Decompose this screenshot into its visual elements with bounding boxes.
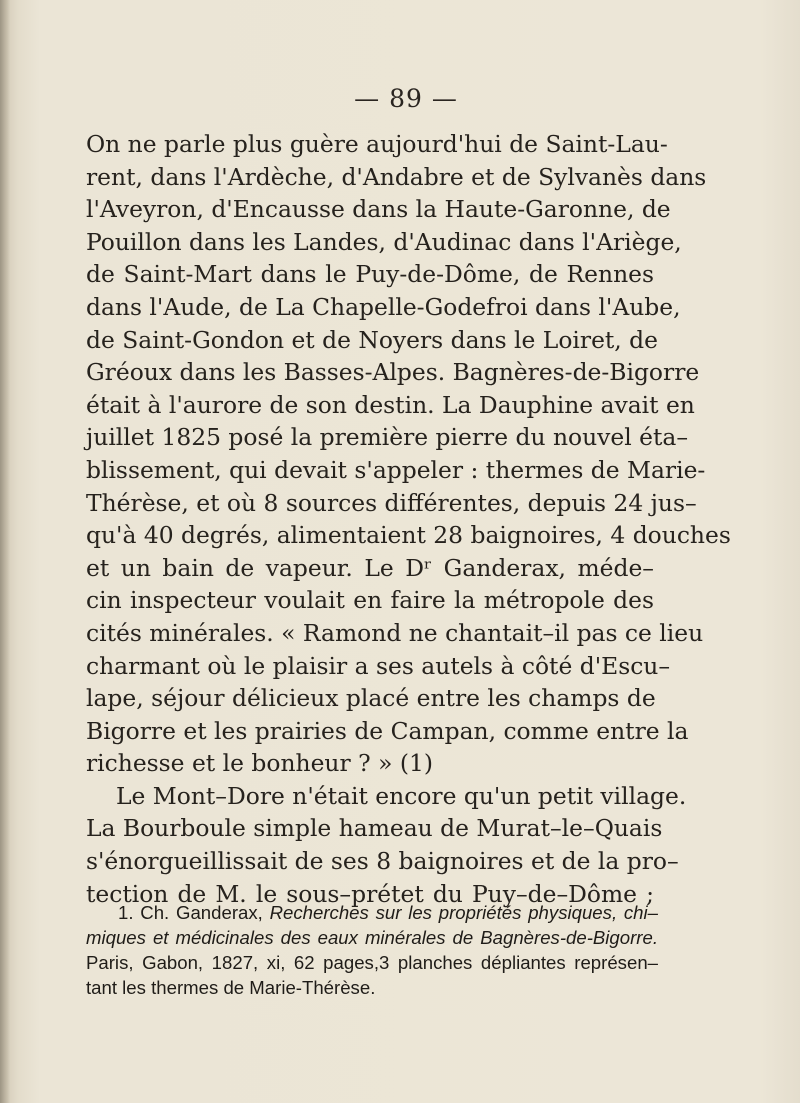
- text-line: était à l'aurore de son destin. La Dauphine avait en: [86, 390, 695, 419]
- text-line: juillet 1825 posé la première pierre du nouvel éta–: [86, 423, 689, 452]
- text-line: Le Mont–Dore n'était encore qu'un petit village.: [116, 781, 687, 810]
- text-line: qu'à 40 degrés, alimentaient 28 baignoires, 4 douches: [86, 521, 731, 550]
- text-line: La Bourboule simple hameau de Murat–le–Quais: [86, 814, 663, 843]
- footnote-line: Paris, Gabon, 1827, xi, 62 pages,3 planches dépliantes représen–: [86, 952, 658, 973]
- text-line: tection de M. le sous–prétet du Puy–de–Dôme ;: [86, 879, 654, 908]
- footnote-title: Recherches sur les propriétés physiques, chi–: [269, 902, 658, 923]
- text-line: et un bain de vapeur. Le Dʳ Ganderax, méde–: [86, 553, 654, 582]
- footnote-line: tant les thermes de Marie-Thérèse.: [86, 977, 376, 998]
- text-line: richesse et le bonheur ? » (1): [86, 749, 433, 778]
- text-line: de Saint-Gondon et de Noyers dans le Loiret, de: [86, 325, 658, 354]
- text-line: de Saint-Mart dans le Puy-de-Dôme, de Rennes: [86, 260, 654, 289]
- text-line: lape, séjour délicieux placé entre les champs de: [86, 684, 656, 713]
- text-line: blissement, qui devait s'appeler : thermes de Marie-: [86, 455, 706, 484]
- footnote-citation: 1. Ch. Ganderax,: [118, 902, 263, 923]
- text-line: On ne parle plus guère aujourd'hui de Saint-Lau-: [86, 130, 668, 158]
- text-line: Bigorre et les prairies de Campan, comme entre la: [86, 716, 689, 745]
- footnote: [86, 900, 658, 1000]
- text-line: dans l'Aude, de La Chapelle-Godefroi dans l'Aube,: [86, 292, 681, 321]
- text-line: Gréoux dans les Basses-Alpes. Bagnères-de-Bigorre: [86, 358, 700, 387]
- footnote-line: miques et médicinales des eaux minérales de Bagnères-de-Bigorre.: [86, 927, 658, 948]
- text-line: s'énorgueillissait de ses 8 baignoires et de la pro–: [86, 847, 679, 876]
- page-number: — 89 —: [354, 84, 458, 113]
- text-line: cités minérales. « Ramond ne chantait–il pas ce lieu: [86, 618, 704, 647]
- footnote-line: [86, 900, 658, 925]
- page-binding-shadow: [0, 0, 10, 1103]
- text-line: cin inspecteur voulait en faire la métropole des: [86, 586, 654, 615]
- text-line: Thérèse, et où 8 sources différentes, depuis 24 jus–: [86, 488, 697, 517]
- main-text: [86, 128, 731, 910]
- text-line: charmant où le plaisir a ses autels à côté d'Escu–: [86, 651, 671, 680]
- text-line: rent, dans l'Ardèche, d'Andabre et de Sylvanès dans: [86, 162, 707, 191]
- text-line: Pouillon dans les Landes, d'Audinac dans l'Ariège,: [86, 227, 682, 256]
- text-line: l'Aveyron, d'Encausse dans la Haute-Garonne, de: [86, 195, 671, 224]
